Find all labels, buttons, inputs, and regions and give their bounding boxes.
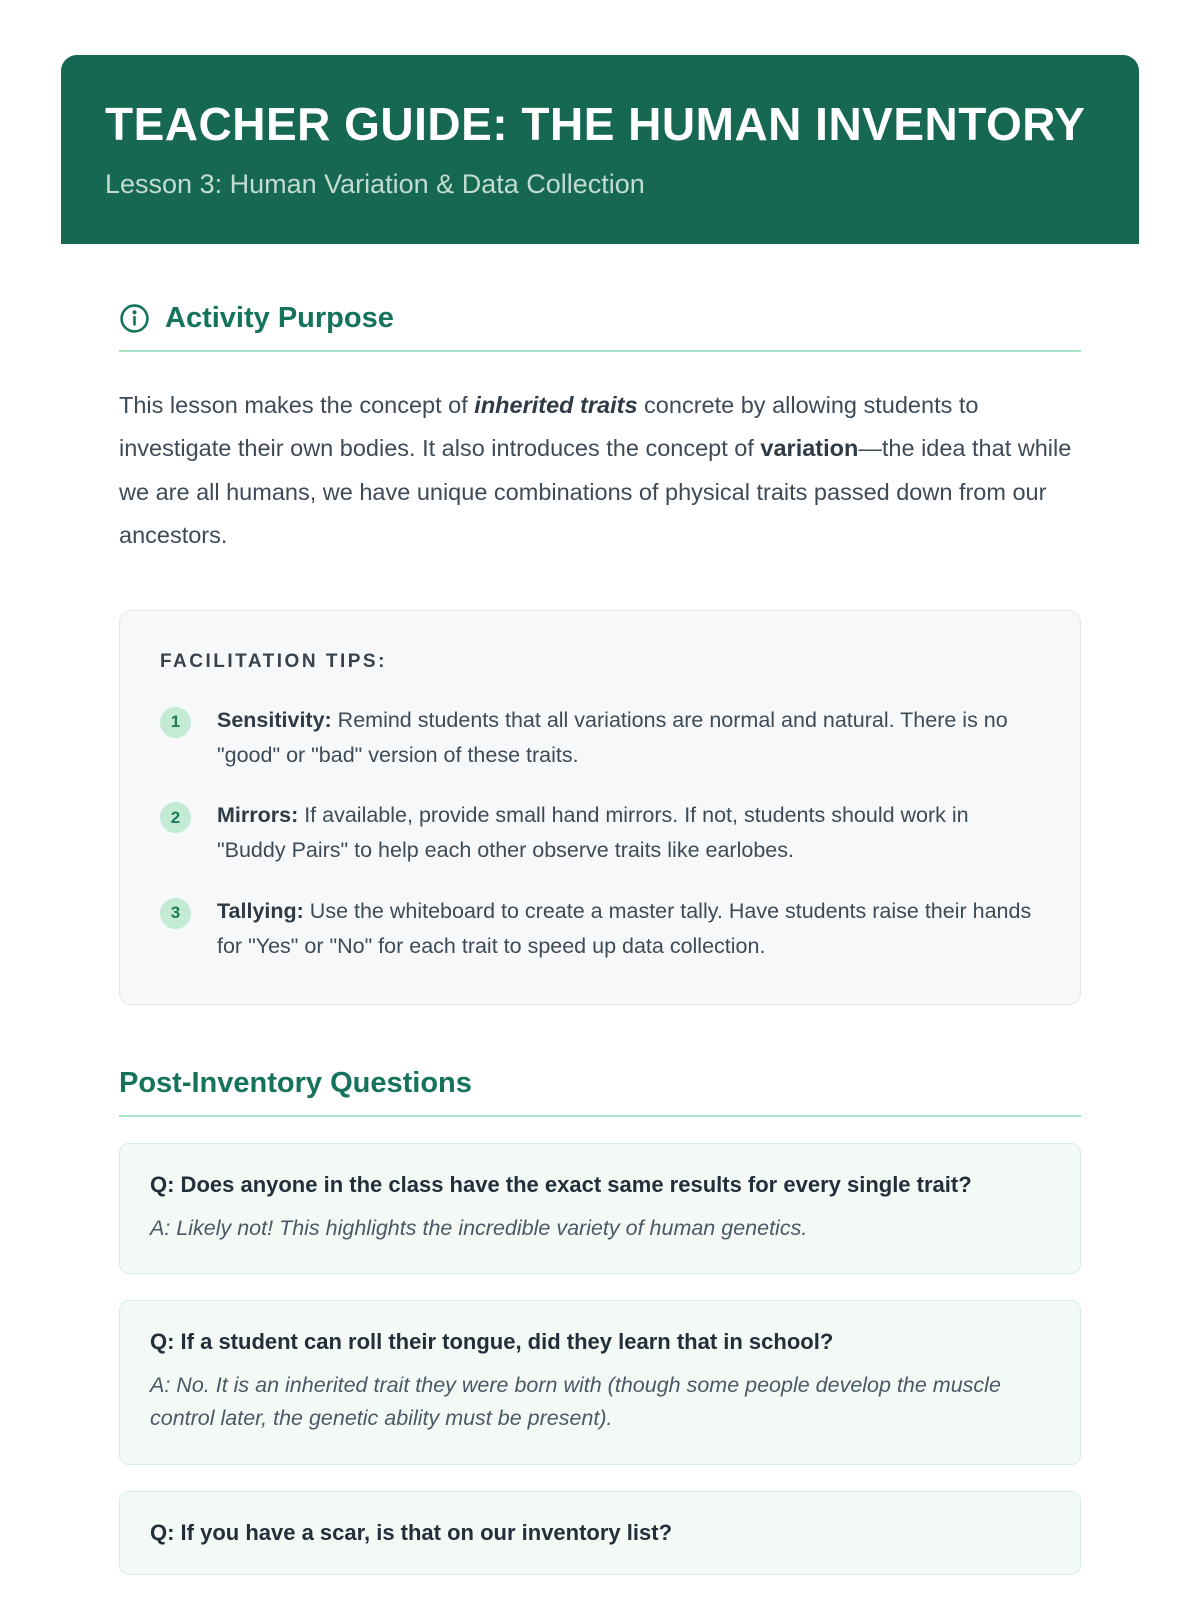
tip-body: Use the whiteboard to create a master tally. Have students raise their hands for "Yes" or "No" for each trait to speed up data collection. bbox=[217, 898, 1032, 958]
tip-number-badge: 3 bbox=[160, 898, 191, 929]
activity-purpose-heading-label: Activity Purpose bbox=[165, 301, 394, 334]
qa-card bbox=[119, 1143, 1081, 1274]
question-text: Q: If a student can roll their tongue, did they learn that in school? bbox=[150, 1328, 834, 1354]
header-banner bbox=[61, 55, 1139, 244]
tip-item bbox=[160, 703, 1040, 773]
answer-text: A: No. It is an inherited trait they were born with (though some people develop the muscle control later, the genetic ability must be present). bbox=[150, 1372, 1001, 1431]
tip-label: Tallying: bbox=[217, 898, 304, 923]
tip-item bbox=[160, 798, 1040, 868]
purpose-text-part1: This lesson makes the concept of bbox=[119, 391, 475, 418]
qa-card bbox=[119, 1300, 1081, 1465]
qa-card bbox=[119, 1491, 1081, 1575]
page-subtitle: Lesson 3: Human Variation & Data Collection bbox=[105, 168, 645, 199]
page-title: TEACHER GUIDE: THE HUMAN INVENTORY bbox=[105, 98, 1086, 150]
tip-body: If available, provide small hand mirrors. If not, students should work in "Buddy Pairs" to help each other observe traits like earlobes. bbox=[217, 803, 969, 863]
tip-item bbox=[160, 894, 1040, 964]
question-text: Q: Does anyone in the class have the exact same results for every single trait? bbox=[150, 1171, 972, 1197]
tip-label: Mirrors: bbox=[217, 803, 299, 828]
content bbox=[61, 244, 1139, 1575]
purpose-text-part2: concrete by allowing students to investigate their own bodies. It also introduces the concept of bbox=[119, 391, 979, 462]
purpose-text-part3: —the idea that while we are all humans, we have unique combinations of physical traits passed down from our ancestors. bbox=[119, 435, 1072, 549]
activity-purpose-heading bbox=[119, 302, 1081, 352]
post-inventory-questions-heading-label: Post-Inventory Questions bbox=[119, 1066, 472, 1099]
post-inventory-questions-heading bbox=[119, 1067, 1081, 1117]
tip-text bbox=[217, 703, 1040, 773]
tip-text bbox=[217, 798, 1040, 868]
facilitation-tips-heading: FACILITATION TIPS: bbox=[160, 650, 387, 672]
answer-text: A: Likely not! This highlights the incredible variety of human genetics. bbox=[150, 1215, 808, 1240]
tip-label: Sensitivity: bbox=[217, 707, 332, 732]
facilitation-tips-box bbox=[119, 610, 1081, 1005]
purpose-emphasis-variation: variation bbox=[760, 435, 859, 462]
info-icon bbox=[119, 303, 150, 334]
tip-number-badge: 2 bbox=[160, 802, 191, 833]
purpose-paragraph bbox=[119, 384, 1081, 558]
tip-number-badge: 1 bbox=[160, 707, 191, 738]
question-text: Q: If you have a scar, is that on our inventory list? bbox=[150, 1519, 673, 1545]
tip-text bbox=[217, 894, 1040, 964]
purpose-emphasis-inherited-traits: inherited traits bbox=[474, 391, 638, 418]
page bbox=[61, 0, 1139, 1575]
tip-body: Remind students that all variations are normal and natural. There is no "good" or "bad" version of these traits. bbox=[217, 707, 1008, 767]
